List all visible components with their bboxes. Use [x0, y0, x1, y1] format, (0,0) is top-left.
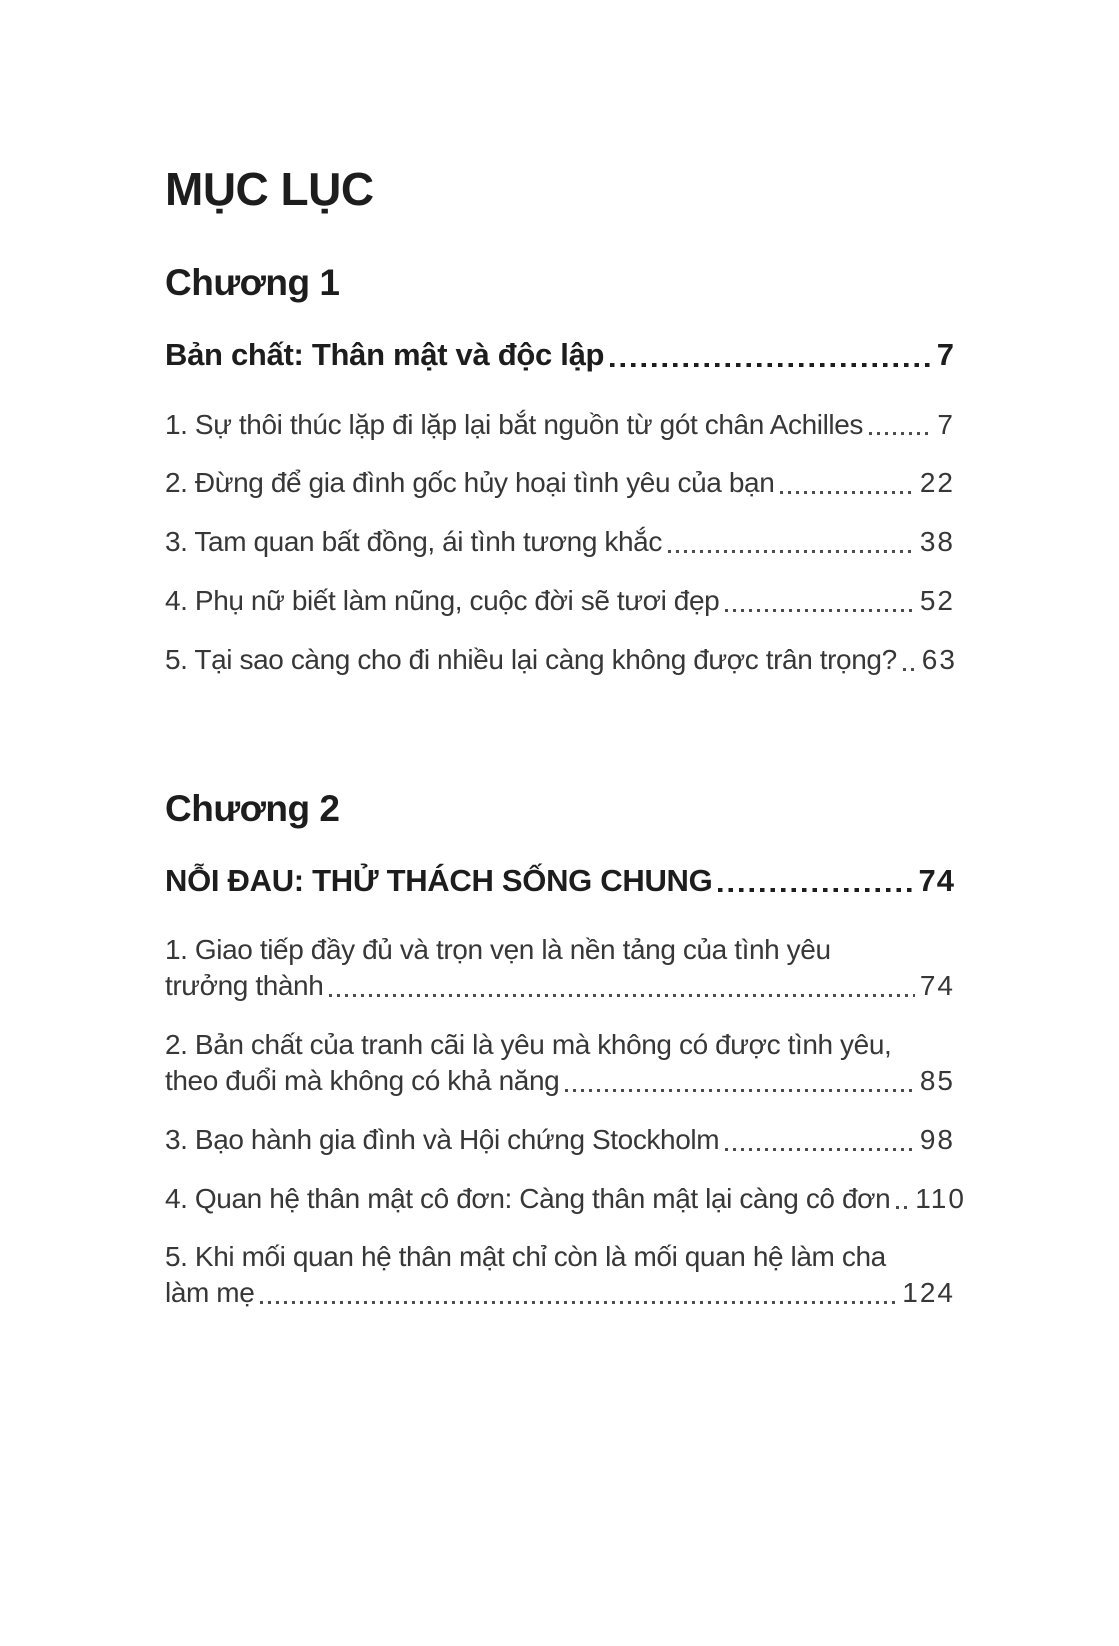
toc-item-row — [165, 968, 955, 1004]
dot-leader — [725, 1148, 915, 1151]
toc-item-page-number: 63 — [921, 643, 957, 675]
chapter-1-subtitle: Bản chất: Thân mật và độc lập — [165, 337, 605, 372]
chapter-2-subtitle-row — [165, 863, 955, 899]
chapter-2-page-number: 74 — [918, 862, 955, 898]
toc-item-text: 4. Quan hệ thân mật cô đơn: Càng thân mật lại càng cô đơn — [165, 1182, 891, 1214]
toc-item — [165, 1239, 955, 1311]
page-title: MỤC LỤC — [165, 163, 374, 215]
toc-item-page-number: 38 — [919, 526, 955, 558]
toc-item-row — [165, 1181, 966, 1217]
toc-item-row — [165, 642, 955, 678]
chapter-1-items — [165, 407, 955, 678]
toc-item-line1: 2. Bản chất của tranh cãi là yêu mà không có được tình yêu, — [165, 1029, 892, 1061]
dot-leader — [725, 609, 915, 612]
toc-item-row — [165, 407, 955, 443]
chapter-2-items — [165, 932, 966, 1311]
chapter-section-2 — [165, 787, 966, 1311]
toc-item-line1: 5. Khi mối quan hệ thân mật chỉ còn là mối quan hệ làm cha — [165, 1241, 886, 1273]
dot-leader — [610, 363, 932, 367]
toc-item — [165, 1027, 955, 1099]
toc-item-text: theo đuổi mà không có khả năng — [165, 1064, 560, 1096]
toc-item-page-number: 85 — [919, 1064, 955, 1096]
dot-leader — [329, 994, 914, 997]
toc-item-text: trưởng thành — [165, 970, 324, 1002]
toc-item — [165, 1181, 966, 1217]
toc-item-text: 5. Tại sao càng cho đi nhiều lại càng không được trân trọng? — [165, 643, 897, 675]
toc-item-page-number: 124 — [902, 1277, 955, 1309]
dot-leader — [260, 1301, 897, 1304]
toc-item-row — [165, 465, 955, 501]
dot-leader — [780, 491, 914, 494]
toc-item — [165, 642, 955, 678]
toc-item — [165, 1122, 955, 1158]
dot-leader — [668, 550, 915, 553]
chapter-2-subtitle: NỖI ĐAU: THỬ THÁCH SỐNG CHUNG — [165, 862, 713, 898]
toc-item — [165, 524, 955, 560]
toc-item-page-number: 7 — [937, 408, 955, 440]
toc-item-text: 1. Sự thôi thúc lặp đi lặp lại bắt nguồn từ gót chân Achilles — [165, 408, 863, 440]
toc-item-text: 3. Bạo hành gia đình và Hội chứng Stockholm — [165, 1123, 720, 1155]
dot-leader — [896, 1206, 910, 1209]
toc-item — [165, 932, 955, 1004]
toc-item-page-number: 22 — [919, 467, 955, 499]
toc-item-text: 2. Đừng để gia đình gốc hủy hoại tình yêu của bạn — [165, 467, 775, 499]
toc-item-line1: 1. Giao tiếp đầy đủ và trọn vẹn là nền tảng của tình yêu — [165, 934, 831, 966]
dot-leader — [869, 432, 932, 435]
toc-item-page-number: 98 — [919, 1123, 955, 1155]
chapter-1-page-number: 7 — [936, 337, 955, 372]
toc-item-row — [165, 524, 955, 560]
toc-item-row — [165, 583, 955, 619]
toc-item — [165, 465, 955, 501]
dot-leader — [903, 668, 917, 671]
dot-leader — [718, 888, 913, 892]
toc-item-row — [165, 1063, 955, 1099]
chapter-1-subtitle-row — [165, 337, 955, 373]
toc-item-text: 4. Phụ nữ biết làm nũng, cuộc đời sẽ tươi đẹp — [165, 585, 720, 617]
toc-item-page-number: 110 — [915, 1182, 966, 1214]
chapter-section-1 — [165, 264, 955, 678]
toc-item-text: làm mẹ — [165, 1277, 255, 1309]
toc-item-page-number: 74 — [919, 970, 955, 1002]
chapter-1-heading: Chương 1 — [165, 262, 340, 303]
toc-item — [165, 407, 955, 443]
toc-item-page-number: 52 — [919, 585, 955, 617]
toc-item-row — [165, 1122, 955, 1158]
toc-item-text: 3. Tam quan bất đồng, ái tình tương khắc — [165, 526, 662, 558]
dot-leader — [565, 1089, 915, 1092]
toc-item — [165, 583, 955, 619]
chapter-2-heading: Chương 2 — [165, 787, 340, 829]
toc-item-row — [165, 1275, 955, 1311]
